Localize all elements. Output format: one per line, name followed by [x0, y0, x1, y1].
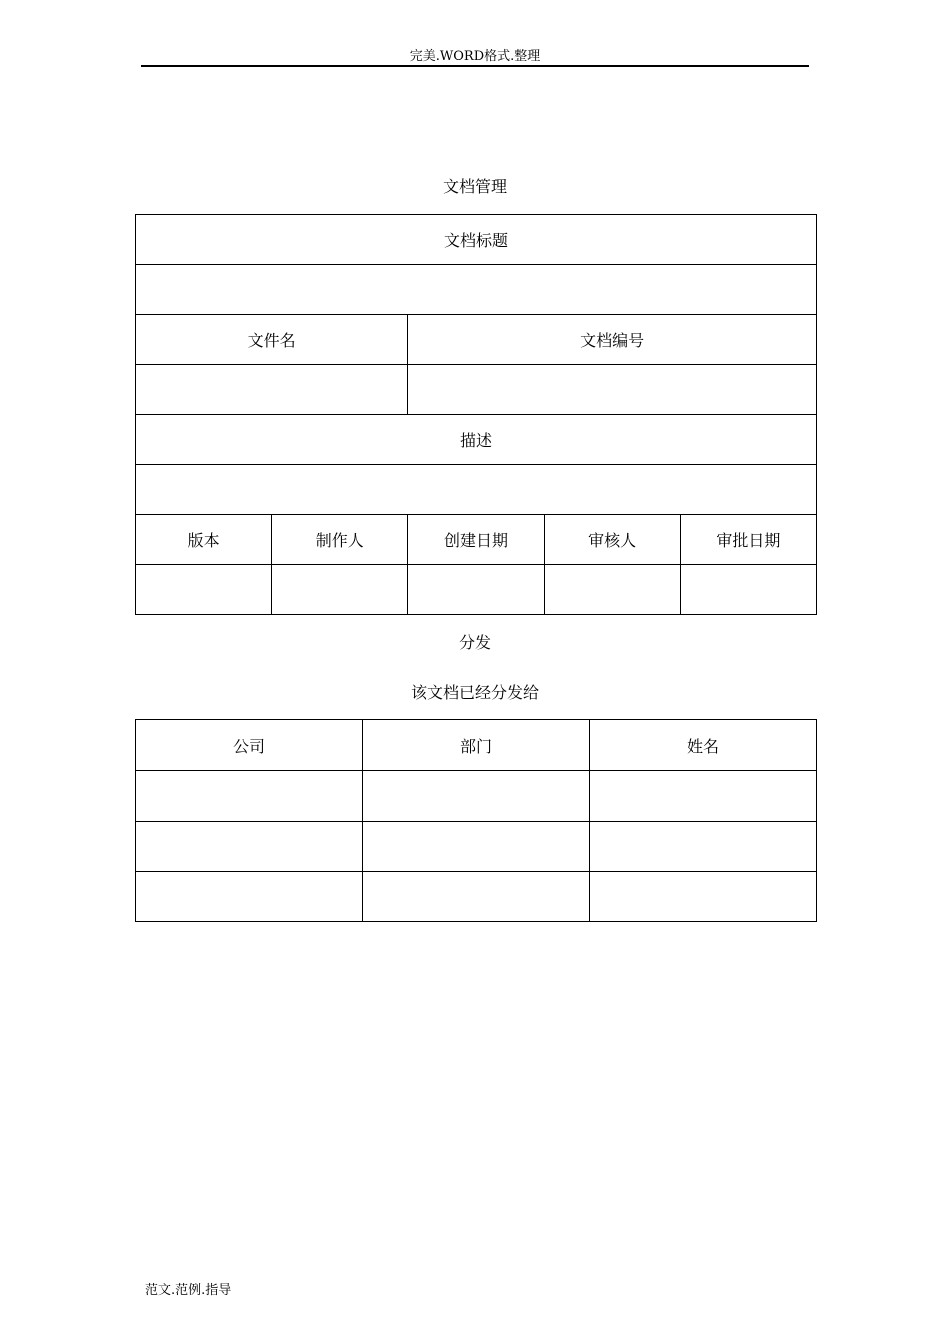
- created-date-header: 创建日期: [408, 515, 544, 565]
- created-date-value-cell[interactable]: [408, 565, 544, 615]
- page-header: 完美.WORD格式.整理: [409, 49, 541, 64]
- reviewer-value-cell[interactable]: [544, 565, 680, 615]
- table-row: [136, 720, 817, 771]
- description-label: 描述: [136, 415, 817, 465]
- creator-value-cell[interactable]: [272, 565, 408, 615]
- page-footer: 范文.范例.指导: [145, 1283, 232, 1298]
- name-cell[interactable]: [589, 872, 816, 922]
- distribution-caption: 该文档已经分发给: [410, 683, 539, 702]
- department-cell[interactable]: [362, 872, 589, 922]
- file-name-label: 文件名: [136, 315, 408, 365]
- creator-header: 制作人: [272, 515, 408, 565]
- distribution-table: [135, 719, 817, 922]
- table-row: [136, 465, 817, 515]
- company-cell[interactable]: [136, 771, 363, 822]
- approval-date-header: 审批日期: [680, 515, 816, 565]
- doc-title-value-cell[interactable]: [136, 265, 817, 315]
- table-row: [136, 315, 817, 365]
- approval-date-value-cell[interactable]: [680, 565, 816, 615]
- header-rule: [141, 65, 809, 67]
- reviewer-header: 审核人: [544, 515, 680, 565]
- doc-number-label: 文档编号: [408, 315, 817, 365]
- description-value-cell[interactable]: [136, 465, 817, 515]
- table-row: [136, 265, 817, 315]
- name-cell[interactable]: [589, 822, 816, 872]
- version-header: 版本: [136, 515, 272, 565]
- company-header: 公司: [136, 720, 363, 771]
- company-cell[interactable]: [136, 822, 363, 872]
- name-cell[interactable]: [589, 771, 816, 822]
- doc-number-value-cell[interactable]: [408, 365, 817, 415]
- table-row: [136, 415, 817, 465]
- document-management-table: [135, 214, 817, 615]
- table-row: [136, 515, 817, 565]
- name-header: 姓名: [589, 720, 816, 771]
- department-cell[interactable]: [362, 771, 589, 822]
- company-cell[interactable]: [136, 872, 363, 922]
- table-row: [136, 365, 817, 415]
- table-row: [136, 771, 817, 822]
- table-row: [136, 565, 817, 615]
- doc-table-caption: 文档管理: [442, 177, 507, 196]
- file-name-value-cell[interactable]: [136, 365, 408, 415]
- table-row: [136, 215, 817, 265]
- distribution-section-label: 分发: [458, 633, 491, 652]
- department-cell[interactable]: [362, 822, 589, 872]
- version-value-cell[interactable]: [136, 565, 272, 615]
- doc-title-label: 文档标题: [136, 215, 817, 265]
- table-row: [136, 822, 817, 872]
- department-header: 部门: [362, 720, 589, 771]
- table-row: [136, 872, 817, 922]
